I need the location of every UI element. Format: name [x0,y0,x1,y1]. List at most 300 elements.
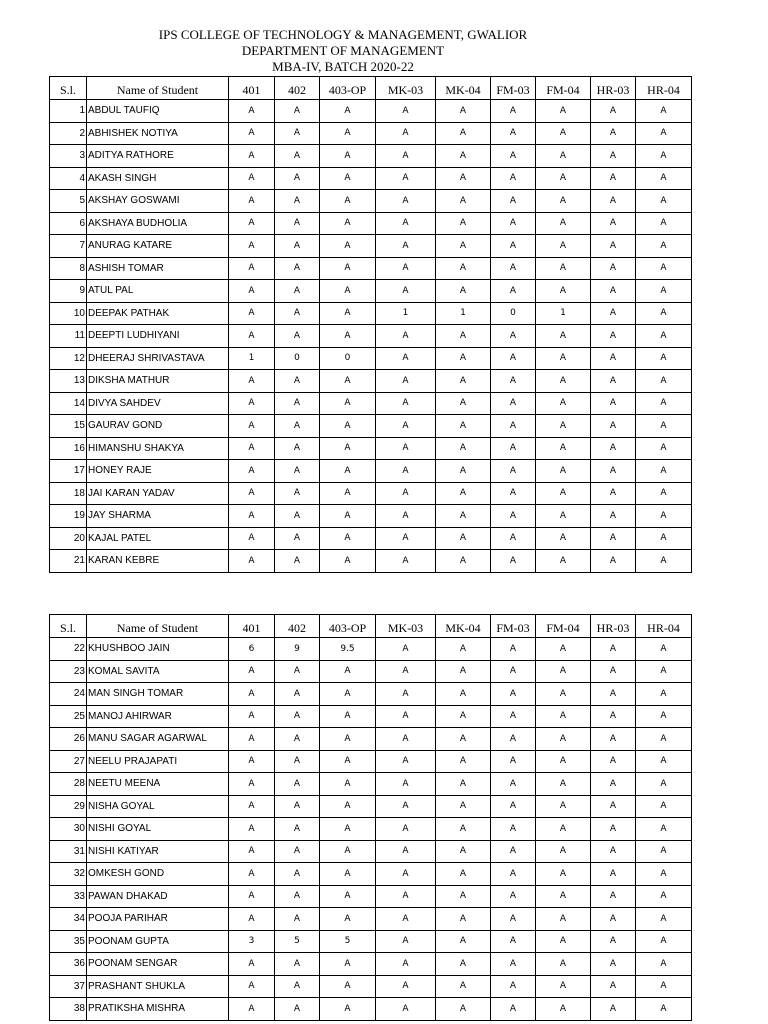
mark-cell: A [636,750,692,773]
mark-cell: A [376,235,436,258]
mark-cell: A [491,122,536,145]
table-row [50,818,692,841]
mark-cell: A [591,773,636,796]
table-header-row [50,615,692,638]
mark-cell: A [591,975,636,998]
mark-cell: A [229,750,275,773]
mark-cell: A [636,482,692,505]
mark-cell: A [636,527,692,550]
mark-cell: A [229,437,275,460]
student-name: HIMANSHU SHAKYA [87,437,229,460]
mark-cell: A [275,705,320,728]
student-name: NEELU PRAJAPATI [87,750,229,773]
mark-cell: A [636,705,692,728]
mark-cell: A [275,415,320,438]
table-row [50,145,692,168]
mark-cell: A [436,145,491,168]
serial-number: 9 [50,280,87,303]
student-name: KHUSHBOO JAIN [87,638,229,661]
mark-cell: A [320,190,376,213]
mark-cell: A [591,908,636,931]
mark-cell: 3 [229,930,275,953]
serial-number: 4 [50,167,87,190]
table-row [50,885,692,908]
mark-cell: A [491,460,536,483]
serial-number: 17 [50,460,87,483]
table-row [50,930,692,953]
serial-number: 25 [50,705,87,728]
mark-cell: A [229,392,275,415]
serial-number: 24 [50,683,87,706]
mark-cell: A [491,505,536,528]
mark-cell: A [536,728,591,751]
table-row [50,235,692,258]
mark-cell: A [275,885,320,908]
mark-cell: A [591,235,636,258]
mark-cell: A [275,122,320,145]
mark-cell: A [636,325,692,348]
serial-number: 21 [50,550,87,573]
mark-cell: A [229,122,275,145]
mark-cell: A [320,975,376,998]
serial-number: 18 [50,482,87,505]
mark-cell: A [591,818,636,841]
mark-cell: A [229,863,275,886]
mark-cell: A [275,100,320,123]
mark-cell: A [320,482,376,505]
student-name: AKSHAYA BUDHOLIA [87,212,229,235]
mark-cell: A [275,280,320,303]
serial-number: 33 [50,885,87,908]
mark-cell: A [636,257,692,280]
mark-cell: A [436,908,491,931]
mark-cell: A [376,392,436,415]
student-name: ANURAG KATARE [87,235,229,258]
serial-number: 8 [50,257,87,280]
column-header: MK-03 [376,615,436,638]
mark-cell: A [436,863,491,886]
mark-cell: 1 [536,302,591,325]
student-name: POONAM SENGAR [87,953,229,976]
mark-cell: A [436,818,491,841]
mark-cell: A [491,953,536,976]
mark-cell: A [376,660,436,683]
mark-cell: A [591,257,636,280]
student-name: PAWAN DHAKAD [87,885,229,908]
student-name: MAN SINGH TOMAR [87,683,229,706]
table-row [50,660,692,683]
batch-title: MBA-IV, BATCH 2020-22 [272,59,414,74]
mark-cell: A [436,840,491,863]
student-name: GAURAV GOND [87,415,229,438]
mark-cell: A [320,840,376,863]
mark-cell: A [436,728,491,751]
mark-cell: A [591,885,636,908]
mark-cell: A [436,975,491,998]
mark-cell: A [320,863,376,886]
mark-cell: A [229,795,275,818]
mark-cell: A [636,975,692,998]
mark-cell: A [436,257,491,280]
mark-cell: A [229,145,275,168]
mark-cell: A [320,998,376,1021]
column-header: Name of Student [87,77,229,100]
college-title: IPS COLLEGE OF TECHNOLOGY & MANAGEMENT, GWALIOR [158,27,528,42]
mark-cell: A [376,638,436,661]
mark-cell: A [491,527,536,550]
mark-cell: A [636,392,692,415]
mark-cell: A [636,795,692,818]
mark-cell: A [376,505,436,528]
mark-cell: A [320,750,376,773]
mark-cell: A [320,460,376,483]
mark-cell: A [229,660,275,683]
table-row [50,212,692,235]
mark-cell: A [591,122,636,145]
mark-cell: A [636,773,692,796]
mark-cell: A [275,190,320,213]
serial-number: 15 [50,415,87,438]
mark-cell: A [636,818,692,841]
serial-number: 19 [50,505,87,528]
mark-cell: A [436,505,491,528]
mark-cell: A [275,302,320,325]
mark-cell: A [591,302,636,325]
mark-cell: A [636,908,692,931]
mark-cell: A [436,953,491,976]
mark-cell: A [536,773,591,796]
mark-cell: A [229,953,275,976]
mark-cell: A [636,145,692,168]
column-header: HR-03 [591,615,636,638]
column-header: FM-04 [536,77,591,100]
student-name: POONAM GUPTA [87,930,229,953]
mark-cell: A [536,795,591,818]
mark-cell: A [436,930,491,953]
mark-cell: A [320,795,376,818]
table-row [50,347,692,370]
mark-cell: A [376,930,436,953]
mark-cell: A [436,212,491,235]
mark-cell: A [491,347,536,370]
mark-cell: A [436,998,491,1021]
mark-cell: A [229,100,275,123]
mark-cell: 0 [320,347,376,370]
mark-cell: A [591,527,636,550]
mark-cell: 5 [275,930,320,953]
mark-cell: A [376,257,436,280]
mark-cell: A [536,638,591,661]
mark-cell: A [376,212,436,235]
mark-cell: A [591,638,636,661]
mark-cell: A [436,347,491,370]
mark-cell: A [320,415,376,438]
mark-cell: A [275,212,320,235]
table-row [50,773,692,796]
mark-cell: A [436,885,491,908]
mark-cell: A [436,190,491,213]
table-row [50,638,692,661]
table-row [50,953,692,976]
mark-cell: A [536,167,591,190]
mark-cell: A [591,683,636,706]
mark-cell: A [536,750,591,773]
mark-cell: A [491,145,536,168]
student-name: HONEY RAJE [87,460,229,483]
mark-cell: A [636,660,692,683]
mark-cell: A [229,505,275,528]
mark-cell: A [536,415,591,438]
mark-cell: A [591,482,636,505]
mark-cell: A [320,212,376,235]
mark-cell: A [275,683,320,706]
mark-cell: A [536,683,591,706]
serial-number: 10 [50,302,87,325]
student-name: DEEPAK PATHAK [87,302,229,325]
mark-cell: A [536,257,591,280]
mark-cell: A [636,347,692,370]
column-header: FM-03 [491,77,536,100]
mark-cell: A [491,998,536,1021]
marks-table-2 [49,614,692,1021]
mark-cell: A [229,998,275,1021]
student-name: AKSHAY GOSWAMI [87,190,229,213]
mark-cell: A [491,280,536,303]
mark-cell: A [320,505,376,528]
mark-cell: A [591,750,636,773]
student-name: ABHISHEK NOTIYA [87,122,229,145]
mark-cell: A [275,908,320,931]
mark-cell: A [436,370,491,393]
serial-number: 5 [50,190,87,213]
serial-number: 14 [50,392,87,415]
mark-cell: A [491,235,536,258]
mark-cell: A [275,370,320,393]
mark-cell: A [536,527,591,550]
mark-cell: A [591,795,636,818]
column-header: MK-04 [436,615,491,638]
mark-cell: A [275,235,320,258]
mark-cell: A [436,773,491,796]
mark-cell: A [436,638,491,661]
column-header: 401 [229,77,275,100]
mark-cell: A [275,818,320,841]
serial-number: 6 [50,212,87,235]
mark-cell: A [591,728,636,751]
mark-cell: A [320,100,376,123]
mark-cell: A [275,505,320,528]
mark-cell: A [591,190,636,213]
mark-cell: A [591,953,636,976]
student-name: KOMAL SAVITA [87,660,229,683]
mark-cell: A [229,415,275,438]
mark-cell: A [320,773,376,796]
mark-cell: A [591,280,636,303]
table-row [50,392,692,415]
mark-cell: A [491,370,536,393]
mark-cell: A [636,122,692,145]
table-row [50,863,692,886]
student-name: PRATIKSHA MISHRA [87,998,229,1021]
column-header: HR-03 [591,77,636,100]
table-row [50,998,692,1021]
mark-cell: A [376,998,436,1021]
mark-cell: A [491,795,536,818]
mark-cell: A [536,863,591,886]
mark-cell: A [275,167,320,190]
mark-cell: A [376,100,436,123]
table-row [50,840,692,863]
mark-cell: A [320,122,376,145]
mark-cell: A [376,728,436,751]
mark-cell: A [536,998,591,1021]
column-header: 402 [275,77,320,100]
mark-cell: A [591,212,636,235]
mark-cell: A [536,280,591,303]
mark-cell: A [491,257,536,280]
mark-cell: A [436,280,491,303]
mark-cell: A [636,930,692,953]
mark-cell: A [376,325,436,348]
column-header: 403-OP [320,77,376,100]
mark-cell: A [229,212,275,235]
table-row [50,167,692,190]
mark-cell: 9.5 [320,638,376,661]
mark-cell: A [636,638,692,661]
table-row [50,190,692,213]
table-row [50,750,692,773]
mark-cell: A [320,235,376,258]
mark-cell: A [320,953,376,976]
mark-cell: 9 [275,638,320,661]
mark-cell: A [436,705,491,728]
column-header: FM-04 [536,615,591,638]
mark-cell: A [275,145,320,168]
mark-cell: A [636,280,692,303]
mark-cell: A [491,437,536,460]
mark-cell: A [491,392,536,415]
mark-cell: A [591,370,636,393]
mark-cell: A [491,728,536,751]
mark-cell: A [636,840,692,863]
mark-cell: A [591,863,636,886]
mark-cell: A [591,325,636,348]
mark-cell: A [229,818,275,841]
mark-cell: A [591,437,636,460]
serial-number: 30 [50,818,87,841]
mark-cell: A [376,122,436,145]
mark-cell: A [491,415,536,438]
mark-cell: A [275,392,320,415]
mark-cell: A [491,550,536,573]
column-header: HR-04 [636,615,692,638]
serial-number: 7 [50,235,87,258]
student-name: DEEPTI LUDHIYANI [87,325,229,348]
mark-cell: A [275,660,320,683]
mark-cell: A [229,527,275,550]
mark-cell: A [491,683,536,706]
serial-number: 27 [50,750,87,773]
mark-cell: A [320,660,376,683]
department-title: DEPARTMENT OF MANAGEMENT [241,43,445,58]
mark-cell: A [636,100,692,123]
mark-cell: A [320,257,376,280]
mark-cell: 6 [229,638,275,661]
mark-cell: A [536,482,591,505]
mark-cell: A [636,415,692,438]
mark-cell: 0 [275,347,320,370]
mark-cell: A [491,482,536,505]
mark-cell: A [376,347,436,370]
mark-cell: A [229,482,275,505]
mark-cell: A [636,863,692,886]
student-name: ATUL PAL [87,280,229,303]
mark-cell: A [591,100,636,123]
mark-cell: A [229,885,275,908]
mark-cell: A [229,975,275,998]
mark-cell: A [320,280,376,303]
mark-cell: A [376,437,436,460]
table-row [50,795,692,818]
mark-cell: A [229,167,275,190]
mark-cell: A [376,705,436,728]
table-row [50,705,692,728]
mark-cell: A [436,100,491,123]
mark-cell: A [376,953,436,976]
mark-cell: A [636,235,692,258]
table-header-row [50,77,692,100]
mark-cell: A [636,728,692,751]
mark-cell: A [591,930,636,953]
mark-cell: A [591,460,636,483]
mark-cell: A [275,728,320,751]
serial-number: 11 [50,325,87,348]
student-name: DIVYA SAHDEV [87,392,229,415]
mark-cell: A [636,885,692,908]
mark-cell: A [636,998,692,1021]
mark-cell: A [636,683,692,706]
mark-cell: A [376,167,436,190]
mark-cell: 5 [320,930,376,953]
mark-cell: A [536,705,591,728]
mark-cell: A [436,235,491,258]
mark-cell: A [320,550,376,573]
table-row [50,370,692,393]
mark-cell: A [376,840,436,863]
mark-cell: A [491,930,536,953]
serial-number: 23 [50,660,87,683]
mark-cell: A [536,818,591,841]
mark-cell: A [275,325,320,348]
mark-cell: A [491,885,536,908]
marks-table-1 [49,76,692,573]
mark-cell: A [320,325,376,348]
mark-cell: A [436,683,491,706]
mark-cell: A [536,908,591,931]
mark-cell: A [536,660,591,683]
serial-number: 13 [50,370,87,393]
table-row [50,437,692,460]
mark-cell: A [229,257,275,280]
mark-cell: A [229,370,275,393]
column-header: HR-04 [636,77,692,100]
mark-cell: A [591,415,636,438]
serial-number: 28 [50,773,87,796]
mark-cell: A [376,370,436,393]
mark-cell: A [376,795,436,818]
mark-cell: A [536,145,591,168]
mark-cell: A [275,527,320,550]
